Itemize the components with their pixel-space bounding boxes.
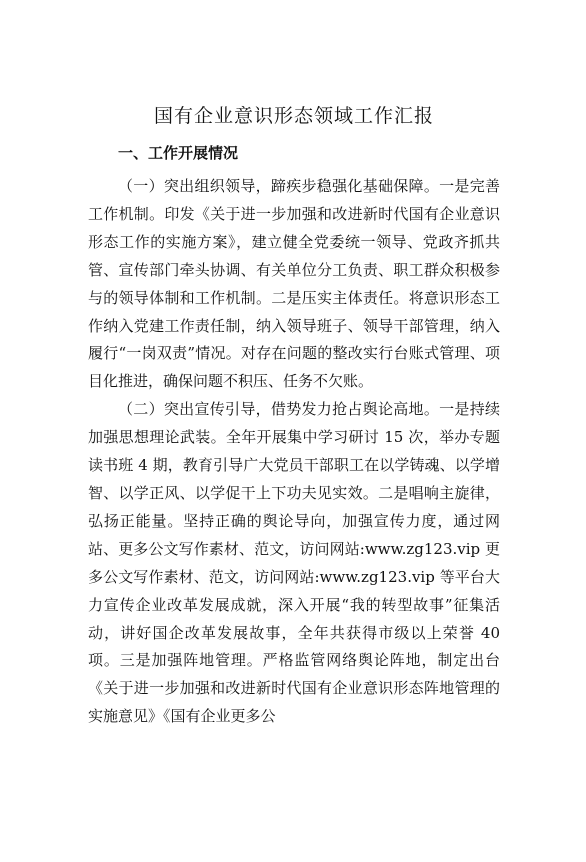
- document-title: 国有企业意识形态领域工作汇报: [153, 105, 434, 127]
- paragraph-organizational-leadership: （一）突出组织领导，蹄疾步稳强化基础保障。一是完善工作机制。印发《关于进一步加强和改进新时代国有企业意识形态工作的实施方案》，建立健全党委统一领导、党政齐抓共管、宣传部门牵头协调、有关单位分工负责、职工群众积极参与的领导体制和工作机制。二是压实主体责任。将意识形态工作纳入党建工作责任制，纳入领导班子、领导干部管理，纳入履行“一岗双责”情况。对存在问题的整改实行台账式管理、项目化推进，确保问题不积压、任务不欠账。: [88, 177, 500, 391]
- section-heading: 一、工作开展情况: [118, 144, 239, 162]
- paragraph-publicity-guidance: （二）突出宣传引导，借势发力抢占舆论高地。一是持续加强思想理论武装。全年开展集中学习研讨 15 次，举办专题读书班 4 期，教育引导广大党员干部职工在以学铸魂、以学增智、以学正风、以学促干上下功夫见实效。二是唱响主旋律，弘扬正能量。坚持正确的舆论导向，加强宣传力度，通过网站、更多公文写作素材、范文，访问网站:www.zg123.vip 更多公文写作素材、范文，访问网站:www.zg123.vip 等平台大力宣传企业改革发展成就，深入开展“我的转型故事”征集活动，讲好国企改革发展故事，全年共获得市级以上荣誉 40 项。三是加强阵地管理。严格监管网络舆论阵地，制定出台《关于进一步加强和改进新时代国有企业意识形态阵地管理的实施意见》《国有企业更多公: [88, 400, 500, 726]
- document-page: [0, 103, 586, 862]
